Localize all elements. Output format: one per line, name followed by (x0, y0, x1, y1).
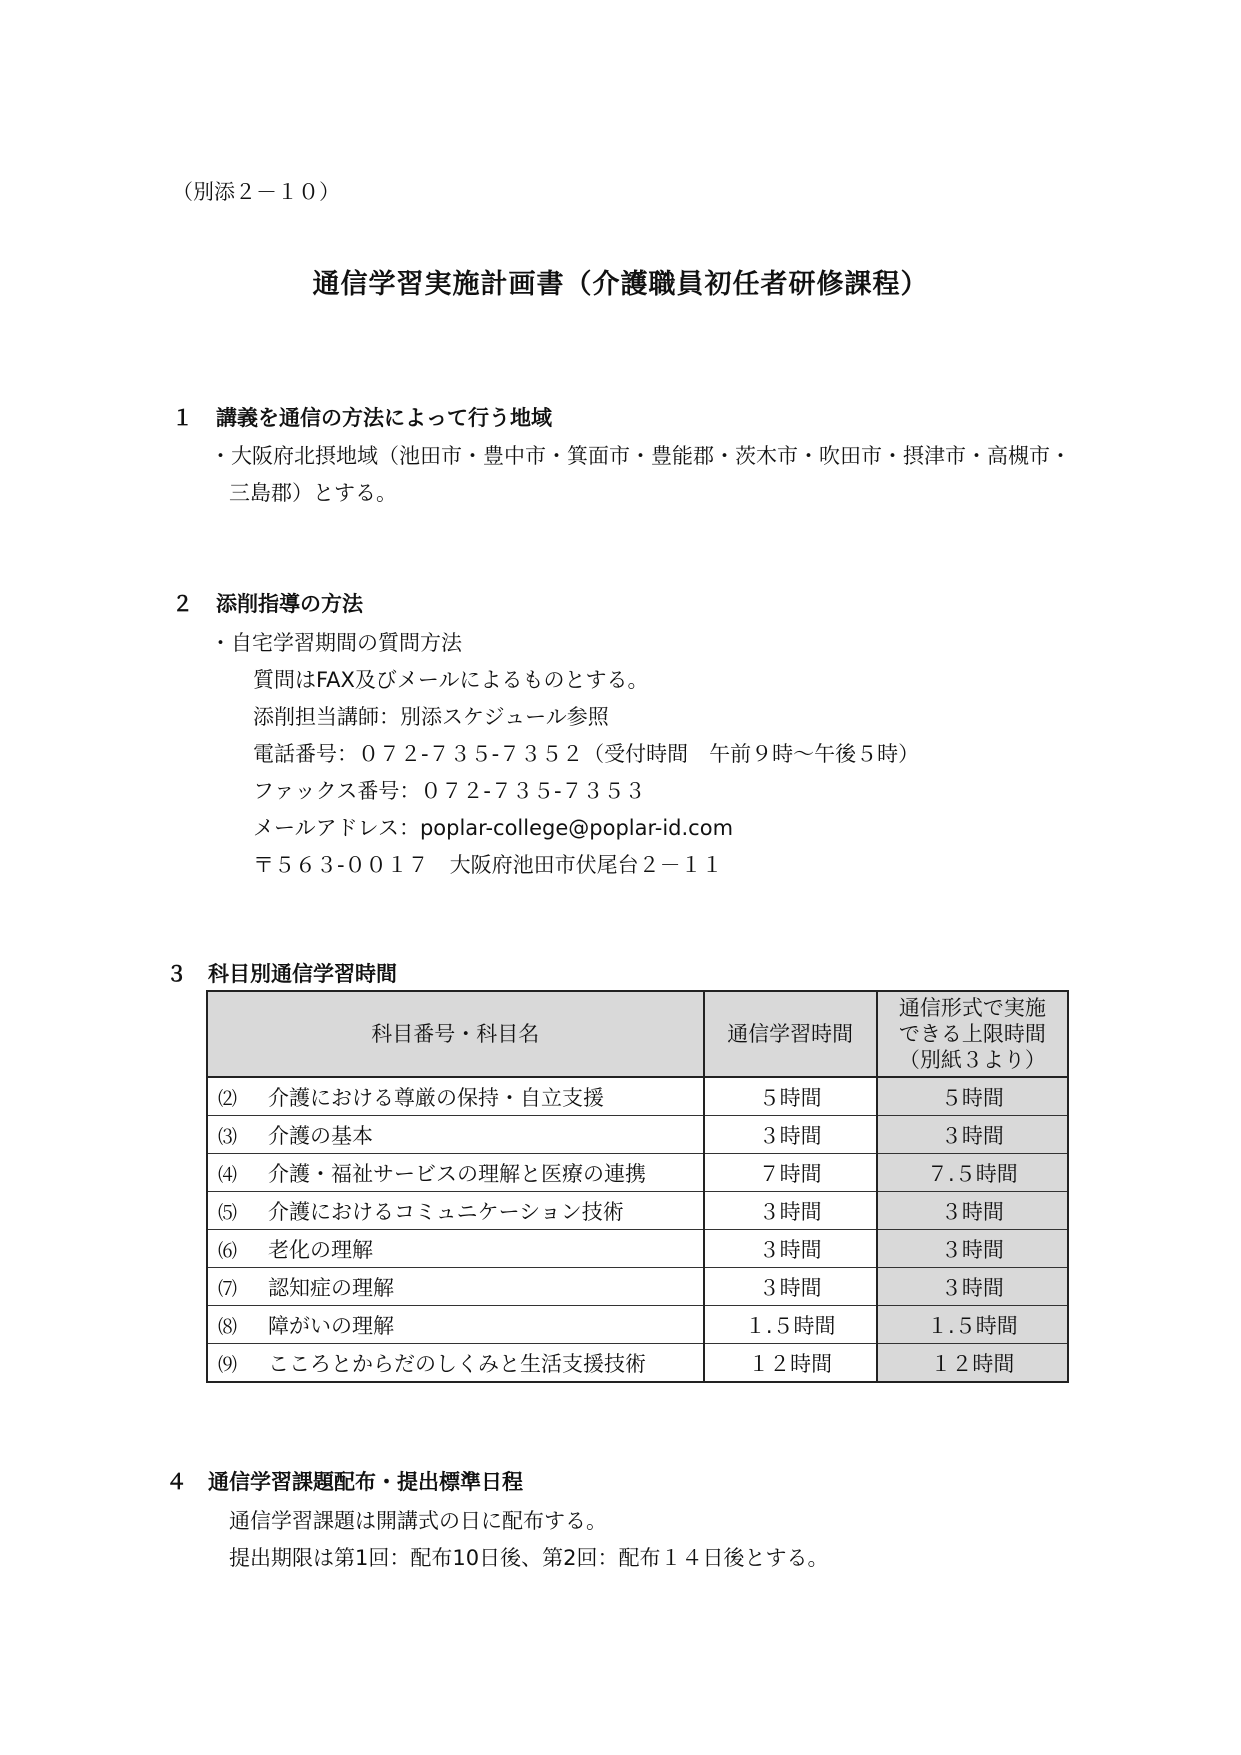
section4-line1: 通信学習課題は開講式の日に配布する。 (229, 1509, 607, 1533)
section3-heading (166, 958, 397, 988)
table-row (207, 1268, 1068, 1306)
subject-cell (207, 1230, 704, 1268)
section2-heading (172, 588, 363, 618)
table-row (207, 1192, 1068, 1230)
section2-email: メールアドレス：poplar-college@poplar-id.com (253, 816, 734, 840)
section4-line2: 提出期限は第1回：配布10日後、第2回：配布１４日後とする。 (229, 1546, 829, 1570)
subject-name: 老化の理解 (268, 1237, 373, 1262)
header-limit-line2: できる上限時間 (898, 1022, 1046, 1046)
subject-name: 介護の基本 (268, 1123, 373, 1148)
subject-name: 介護における尊厳の保持・自立支援 (268, 1085, 604, 1110)
table-header-row (207, 991, 1068, 1077)
section3-heading-text: 科目別通信学習時間 (208, 962, 397, 986)
section4-heading-text: 通信学習課題配布・提出標準日程 (208, 1470, 523, 1494)
hours-cell: ３時間 (704, 1116, 877, 1154)
subject-cell (207, 1344, 704, 1383)
subject-name: 介護・福祉サービスの理解と医療の連携 (268, 1161, 646, 1186)
header-hours: 通信学習時間 (704, 991, 877, 1077)
header-limit-line3: （別紙３より） (898, 1048, 1046, 1072)
section2-question-method: 質問はFAX及びメールによるものとする。 (253, 668, 649, 692)
header-subject: 科目番号・科目名 (207, 991, 704, 1077)
subject-number: ⑵ (218, 1087, 238, 1110)
table-row (207, 1230, 1068, 1268)
section3-number: ３ (166, 962, 187, 986)
header-limit (877, 991, 1068, 1077)
document-title: 通信学習実施計画書（介護職員初任者研修課程） (312, 269, 929, 300)
section4-number: ４ (166, 1470, 187, 1494)
limit-cell: １２時間 (877, 1344, 1068, 1383)
section2-heading-text: 添削指導の方法 (216, 592, 363, 616)
section2-fax: ファックス番号：０７２-７３５-７３５３ (253, 779, 646, 803)
section2-number: ２ (172, 592, 193, 616)
document-reference: （別添２－１０） (172, 180, 340, 204)
subject-number: ⑼ (218, 1353, 238, 1376)
section1-line1: ・大阪府北摂地域（池田市・豊中市・箕面市・豊能郡・茨木市・吹田市・摂津市・高槻市・ (210, 444, 1071, 468)
header-limit-line1: 通信形式で実施 (898, 996, 1046, 1020)
section1-line2: 三島郡）とする。 (229, 481, 397, 505)
section2-address: 〒５６３-００１７ 大阪府池田市伏尾台２－１１ (253, 853, 723, 877)
subject-cell (207, 1077, 704, 1116)
limit-cell: ３時間 (877, 1192, 1068, 1230)
subject-name: こころとからだのしくみと生活支援技術 (268, 1351, 646, 1376)
section1-heading (172, 402, 552, 432)
subject-number: ⑹ (218, 1239, 238, 1262)
subject-name: 認知症の理解 (268, 1275, 394, 1300)
table-row (207, 1116, 1068, 1154)
section1-number: １ (172, 406, 193, 430)
subject-cell (207, 1306, 704, 1344)
hours-cell: ５時間 (704, 1077, 877, 1116)
section4-heading (166, 1466, 523, 1496)
subject-number: ⑻ (218, 1315, 238, 1338)
table-row (207, 1306, 1068, 1344)
subject-number: ⑷ (218, 1163, 238, 1186)
limit-cell: ５時間 (877, 1077, 1068, 1116)
hours-cell: ３時間 (704, 1268, 877, 1306)
limit-cell: ３時間 (877, 1116, 1068, 1154)
table-row (207, 1077, 1068, 1116)
limit-cell: ７.５時間 (877, 1154, 1068, 1192)
section1-heading-text: 講義を通信の方法によって行う地域 (216, 406, 552, 430)
section2-phone: 電話番号：０７２-７３５-７３５２（受付時間 午前９時～午後５時） (253, 742, 920, 766)
section2-bullet: ・自宅学習期間の質問方法 (210, 631, 462, 655)
section2-instructor: 添削担当講師：別添スケジュール参照 (253, 705, 609, 729)
table-row (207, 1154, 1068, 1192)
hours-cell: ３時間 (704, 1192, 877, 1230)
subject-number: ⑸ (218, 1201, 238, 1224)
limit-cell: １.５時間 (877, 1306, 1068, 1344)
subject-cell (207, 1154, 704, 1192)
subject-name: 介護におけるコミュニケーション技術 (268, 1199, 624, 1224)
hours-cell: １２時間 (704, 1344, 877, 1383)
limit-cell: ３時間 (877, 1268, 1068, 1306)
subject-cell (207, 1192, 704, 1230)
subject-cell (207, 1268, 704, 1306)
limit-cell: ３時間 (877, 1230, 1068, 1268)
course-hours-table (206, 990, 1069, 1383)
subject-number: ⑶ (218, 1125, 238, 1148)
subject-cell (207, 1116, 704, 1154)
table-row (207, 1344, 1068, 1383)
hours-cell: １.５時間 (704, 1306, 877, 1344)
subject-name: 障がいの理解 (268, 1313, 394, 1338)
subject-number: ⑺ (218, 1277, 238, 1300)
hours-cell: ７時間 (704, 1154, 877, 1192)
hours-cell: ３時間 (704, 1230, 877, 1268)
